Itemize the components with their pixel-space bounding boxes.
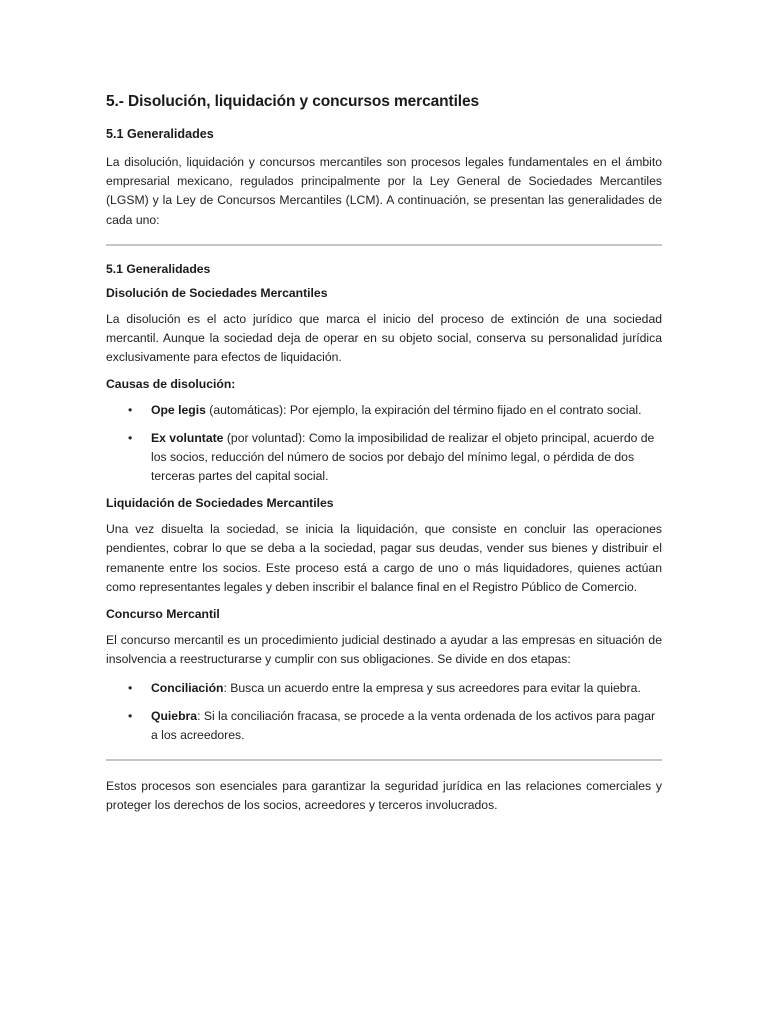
bullet-icon: • (128, 430, 133, 445)
list-item-term: Ex voluntate (151, 430, 224, 445)
liquidacion-paragraph: Una vez disuelta la sociedad, se inicia la liquidación, que consiste en concluir las operaciones pendientes, cobrar lo que se deba a la sociedad, pagar sus deudas, vender sus bienes y distribuir el remanente entre los socios. Este proceso está a cargo de uno o más liquidadores, quienes actúan como representantes legales y deben inscribir el balance final en el Registro Público de Comercio. (106, 522, 662, 594)
list-item-text: : Busca un acuerdo entre la empresa y sus acreedores para evitar la quiebra. (223, 681, 641, 696)
list-item-term: Quiebra (151, 708, 198, 723)
subheading-concurso: Concurso Mercantil (106, 607, 220, 622)
list-item (128, 401, 662, 420)
list-item (128, 707, 662, 745)
bullet-icon: • (128, 403, 133, 418)
list-item-term: Conciliación (151, 681, 224, 696)
list-item (128, 429, 662, 487)
subheading-causas: Causas de disolución: (106, 377, 236, 392)
causas-list (106, 401, 662, 486)
bullet-icon: • (128, 708, 133, 723)
list-item-term: Ope legis (151, 403, 206, 418)
section-heading-generalidades-2: 5.1 Generalidades (106, 261, 211, 276)
section-divider (106, 759, 662, 761)
page-title: 5.- Disolución, liquidación y concursos mercantiles (106, 93, 480, 110)
bullet-icon: • (128, 681, 133, 696)
list-item-text: (automáticas): Por ejemplo, la expiración del término fijado en el contrato social. (205, 403, 642, 418)
subheading-liquidacion: Liquidación de Sociedades Mercantiles (106, 496, 334, 511)
list-item-text: (por voluntad): Como la imposibilidad de realizar el objeto principal, acuerdo de los socios, reducción del número de socios por debajo del mínimo legal, o pérdida de dos terceras partes del capital social. (151, 430, 655, 484)
subheading-disolucion: Disolución de Sociedades Mercantiles (106, 285, 328, 300)
concurso-paragraph: El concurso mercantil es un procedimiento judicial destinado a ayudar a las empresas en situación de insolvencia a reestructurarse y cumplir con sus obligaciones. Se divide en dos etapas: (106, 633, 662, 667)
section-divider (106, 244, 662, 246)
etapas-list (106, 679, 662, 745)
list-item (128, 679, 662, 698)
section-heading-generalidades: 5.1 Generalidades (106, 127, 214, 141)
intro-paragraph: La disolución, liquidación y concursos mercantiles son procesos legales fundamentales en el ámbito empresarial mexicano, regulados principalmente por la Ley General de Sociedades Mercantiles (LGSM) y la Ley de Concursos Mercantiles (LCM). A continuación, se presentan las generalidades de cada uno: (106, 155, 662, 227)
conclusion-paragraph: Estos procesos son esenciales para garantizar la seguridad jurídica en las relaciones comerciales y proteger los derechos de los socios, acreedores y terceros involucrados. (106, 779, 662, 813)
list-item-text: : Si la conciliación fracasa, se procede a la venta ordenada de los activos para pagar a los acreedores. (151, 708, 656, 742)
disolucion-paragraph: La disolución es el acto jurídico que marca el inicio del proceso de extinción de una sociedad mercantil. Aunque la sociedad deja de operar en su objeto social, conserva su personalidad jurídica exclusivamente para efectos de liquidación. (106, 311, 662, 365)
